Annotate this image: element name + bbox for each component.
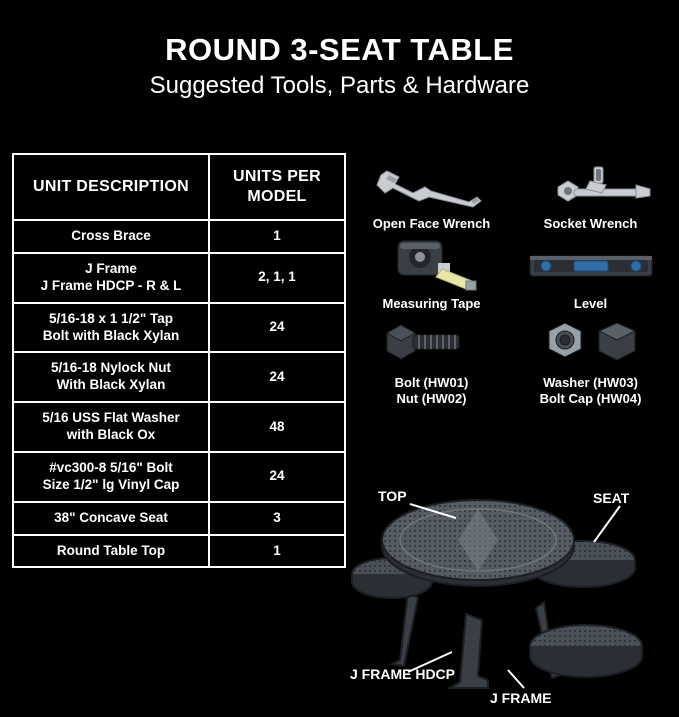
table-row — [13, 303, 345, 353]
tool-item-measuring-tape — [352, 240, 511, 320]
row-description — [13, 452, 209, 502]
tool-caption-line1: Measuring Tape — [382, 295, 481, 311]
tool-caption — [352, 216, 511, 232]
column-header-description: UNIT DESCRIPTION — [13, 154, 209, 220]
row-description — [13, 402, 209, 452]
bolt-nut-icon — [352, 319, 511, 371]
tool-caption-line1: Level — [573, 295, 608, 311]
table-row — [13, 452, 345, 502]
table-row — [13, 253, 345, 303]
row-units: 24 — [209, 352, 345, 402]
desc-line-1: #vc300-8 5/16" Bolt — [49, 459, 173, 475]
row-description — [13, 352, 209, 402]
desc-line-1: 38" Concave Seat — [54, 509, 168, 525]
desc-line-2: With Black Xylan — [56, 377, 166, 393]
desc-line-2: J Frame HDCP - R & L — [40, 277, 182, 293]
tool-caption-line1: Socket Wrench — [543, 216, 638, 231]
tool-caption — [511, 216, 670, 232]
table-row — [13, 352, 345, 402]
poster-page — [0, 34, 679, 713]
row-description — [13, 220, 209, 253]
table-row — [13, 502, 345, 535]
socket-wrench-icon — [511, 160, 670, 212]
row-description — [13, 502, 209, 535]
label-j-frame-hdcp: J FRAME HDCP — [350, 666, 456, 682]
tool-caption-line1: Bolt (HW01) — [394, 375, 469, 391]
column-header-units — [209, 154, 345, 220]
tool-caption — [352, 296, 511, 312]
tool-item-level — [511, 240, 670, 320]
desc-line-1: 5/16 USS Flat Washer — [42, 410, 180, 426]
row-units: 1 — [209, 220, 345, 253]
spec-table — [12, 153, 346, 568]
tool-item-socket-wrench — [511, 160, 670, 240]
tool-item-bolt-nut — [352, 319, 511, 414]
row-description — [13, 253, 209, 303]
table-header-row — [13, 154, 345, 220]
table-row — [13, 220, 345, 253]
level-icon — [511, 240, 670, 292]
desc-line-1: J Frame — [85, 260, 137, 276]
tool-caption — [352, 375, 511, 406]
row-units: 1 — [209, 535, 345, 568]
row-units: 24 — [209, 303, 345, 353]
label-top: TOP — [378, 488, 407, 504]
open-face-wrench-icon — [352, 160, 511, 212]
washer-bolt-cap-icon — [511, 319, 670, 371]
page-subtitle: Suggested Tools, Parts & Hardware — [149, 71, 530, 99]
tool-caption-line2: Nut (HW02) — [396, 390, 467, 406]
row-units: 3 — [209, 502, 345, 535]
row-description — [13, 303, 209, 353]
desc-line-2: Bolt with Black Xylan — [42, 327, 180, 343]
desc-line-2: with Black Ox — [66, 427, 156, 442]
row-units: 48 — [209, 402, 345, 452]
tool-caption-line2: Bolt Cap (HW04) — [539, 390, 642, 406]
desc-line-1: 5/16-18 x 1 1/2" Tap — [49, 310, 173, 326]
tools-row-2 — [352, 240, 670, 320]
tools-row-3 — [352, 319, 670, 414]
desc-line-1: Cross Brace — [71, 228, 151, 243]
desc-line-2: Size 1/2" lg Vinyl Cap — [42, 476, 180, 492]
spec-table-container — [12, 153, 344, 568]
tool-caption — [511, 296, 670, 312]
units-header-line1: UNITS PER — [232, 168, 322, 185]
table-row — [13, 402, 345, 452]
desc-line-1: 5/16-18 Nylock Nut — [50, 360, 172, 376]
tool-caption-line1: Washer (HW03) — [543, 375, 638, 391]
tools-grid — [352, 160, 670, 414]
row-units: 2, 1, 1 — [209, 253, 345, 303]
tools-row-1 — [352, 160, 670, 240]
measuring-tape-icon — [352, 240, 511, 292]
label-j-frame: J FRAME — [490, 690, 552, 706]
units-header-line2: MODEL — [247, 188, 307, 205]
table-row — [13, 535, 345, 568]
tool-caption — [511, 375, 670, 406]
tool-item-washer-bolt-cap — [511, 319, 670, 414]
row-units: 24 — [209, 452, 345, 502]
tool-item-open-face-wrench — [352, 160, 511, 240]
desc-line-1: Round Table Top — [56, 542, 166, 558]
page-title: ROUND 3-SEAT TABLE — [165, 32, 514, 67]
label-seat: SEAT — [593, 490, 630, 506]
row-description — [13, 535, 209, 568]
product-illustration — [348, 474, 678, 712]
tool-caption-line1: Open Face Wrench — [372, 216, 491, 231]
